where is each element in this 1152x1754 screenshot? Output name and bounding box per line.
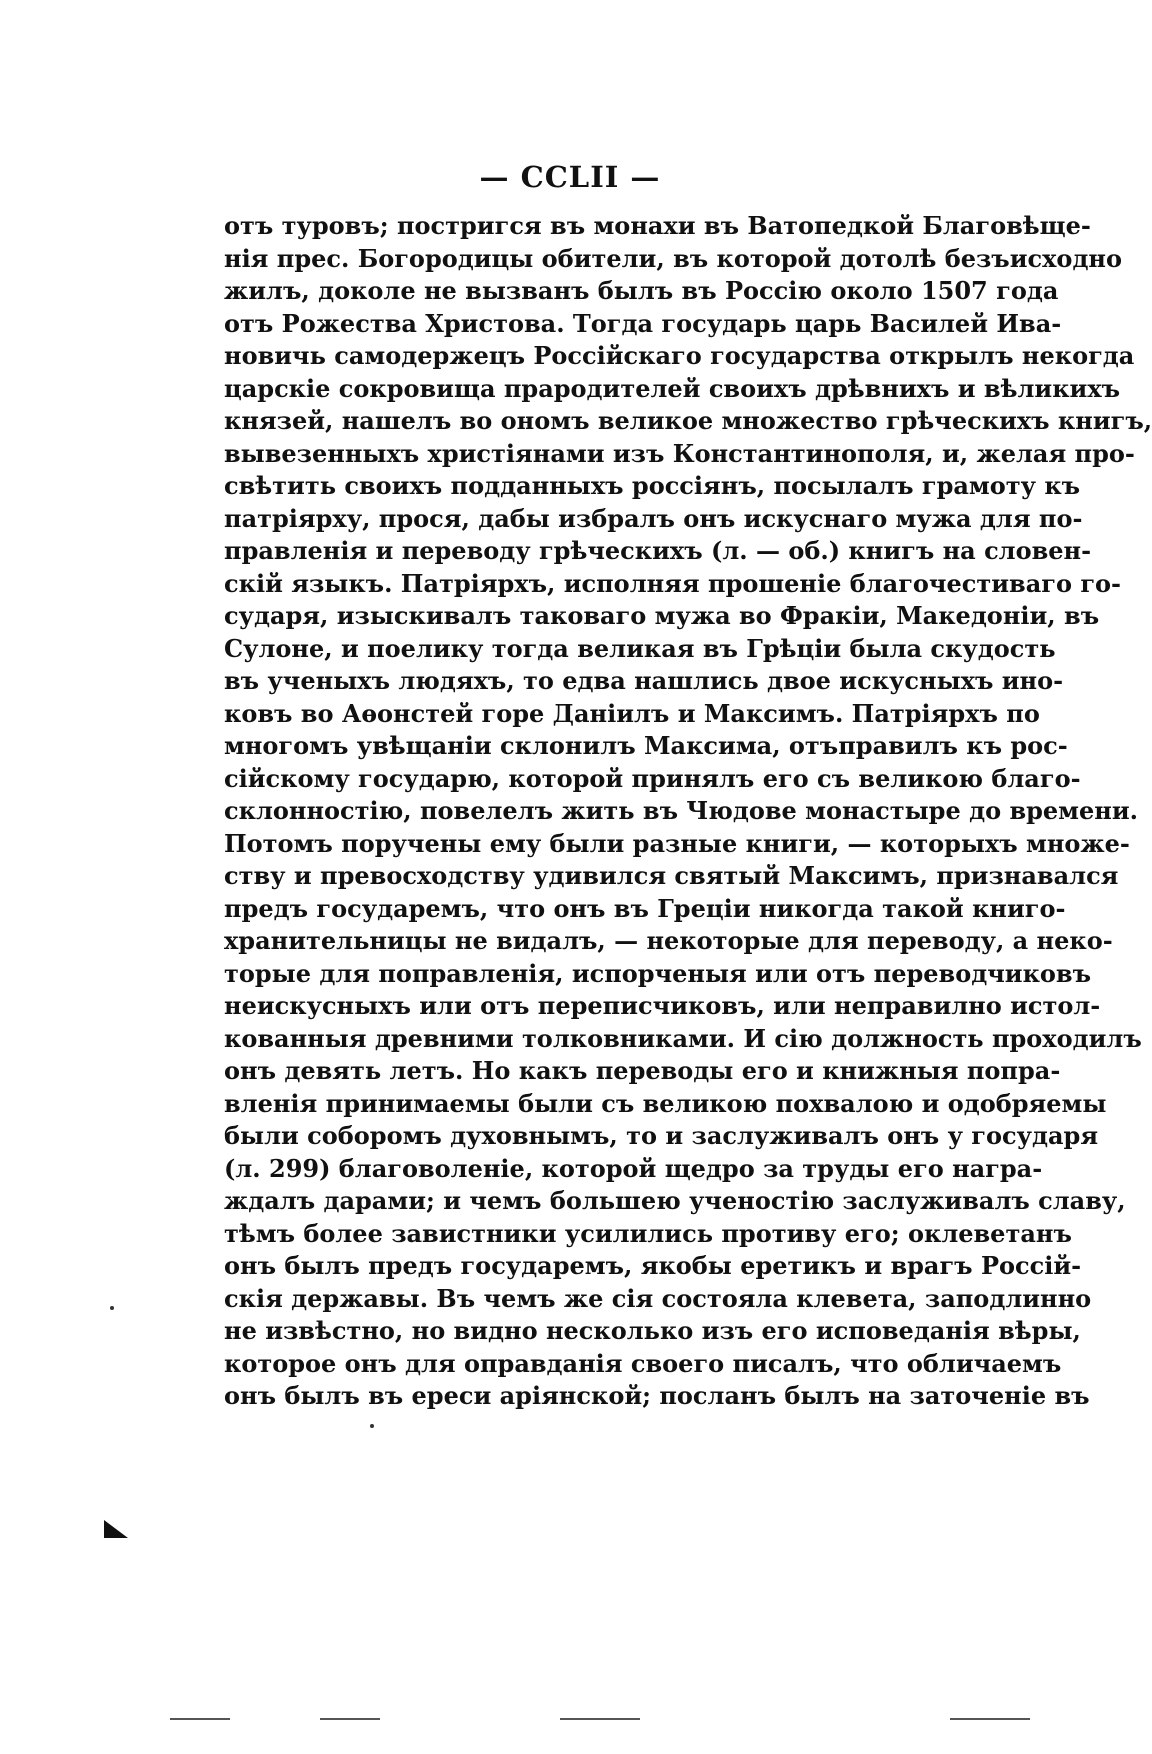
text-line-35: не извѣстно, но видно несколько изъ его исповеданія вѣры, — [224, 1316, 1081, 1345]
text-line-29: были соборомъ духовнымъ, то и заслуживалъ онъ у государя — [224, 1121, 1099, 1150]
text-line-23: хранительницы не видалъ, — некоторые для переводу, а неко- — [224, 926, 1113, 955]
text-line-8: вывезенныхъ христіянами изъ Константинополя, и, желая про- — [224, 438, 1135, 468]
scan-edge-mark — [950, 1718, 1030, 1720]
text-line-32: тѣмъ более завистники усилились противу его; оклеветанъ — [224, 1218, 1072, 1248]
text-line-21: ству и превосходству удивился святый Максимъ, признавался — [224, 861, 1119, 890]
text-line-20: Потомъ поручены ему были разные книги, — которыхъ множе- — [224, 828, 1130, 858]
text-line-6: царскіе сокровища прародителей своихъ дрѣвнихъ и вѣликихъ — [224, 373, 1121, 403]
margin-arrow-mark — [104, 1520, 128, 1538]
text-line-13: сударя, изыскивалъ таковаго мужа во Фракіи, Македоніи, въ — [224, 601, 1100, 630]
scan-speck — [370, 1424, 374, 1428]
text-line-17: многомъ увѣщаніи склонилъ Максима, отъправилъ къ рос- — [224, 731, 1068, 760]
text-line-15: въ ученыхъ людяхъ, то едва нашлись двое искусныхъ ино- — [224, 666, 1064, 695]
scan-speck — [110, 1306, 114, 1310]
text-line-37: онъ былъ въ ереси аріянской; посланъ былъ на заточеніе въ — [224, 1381, 1090, 1410]
page-number-header: — CCLII — — [479, 160, 661, 194]
text-line-1: отъ туровъ; постригся въ монахи въ Ватопедкой Благовѣще- — [224, 211, 1091, 240]
text-line-18: сійскому государю, которой принялъ его съ великою благо- — [224, 763, 1081, 793]
text-line-36: которое онъ для оправданія своего писалъ, что обличаемъ — [224, 1348, 1062, 1378]
text-line-34: скія державы. Въ чемъ же сія состояла клевета, заподлинно — [224, 1283, 1092, 1313]
text-line-24: торые для поправленія, испорченыя или отъ переводчиковъ — [224, 958, 1092, 988]
text-line-16: ковъ во Аѳонстей горе Даніилъ и Максимъ. Патріярхъ по — [224, 698, 1040, 728]
body-text — [224, 210, 1152, 1413]
text-line-31: ждалъ дарами; и чемъ большею ученостію заслуживалъ славу, — [224, 1186, 1126, 1215]
scan-edge-mark — [560, 1718, 640, 1720]
text-line-7: князей, нашелъ во ономъ великое множество грѣческихъ книгъ, — [224, 406, 1152, 435]
text-line-10: патріярху, прося, дабы избралъ онъ искуснаго мужа для по- — [224, 503, 1083, 533]
text-line-12: скій языкъ. Патріярхъ, исполняя прошеніе благочестиваго го- — [224, 568, 1122, 598]
text-line-19: склонностію, повелелъ жить въ Чюдове монастыре до времени. — [224, 796, 1139, 825]
text-line-14: Сулоне, и поелику тогда великая въ Грѣціи была скудость — [224, 633, 1056, 663]
scan-edge-mark — [170, 1718, 230, 1720]
text-line-11: правленія и переводу грѣческихъ (л. — об.) книгъ на словен- — [224, 536, 1092, 565]
text-line-2: нія прес. Богородицы обители, въ которой дотолѣ безъисходно — [224, 243, 1123, 273]
text-line-5: новичь самодержецъ Россійскаго государства открылъ некогда — [224, 341, 1135, 370]
text-line-33: онъ былъ предъ государемъ, якобы еретикъ и врагъ Россій- — [224, 1251, 1082, 1280]
text-line-3: жилъ, доколе не вызванъ былъ въ Россію около 1507 года — [224, 276, 1059, 305]
text-line-30: (л. 299) благоволеніе, которой щедро за труды его награ- — [224, 1153, 1043, 1183]
text-line-22: предъ государемъ, что онъ въ Греціи никогда такой книго- — [224, 893, 1066, 923]
text-line-28: вленія принимаемы были съ великою похвалою и одобряемы — [224, 1088, 1107, 1118]
text-line-25: неискусныхъ или отъ переписчиковъ, или неправилно истол- — [224, 991, 1101, 1020]
text-line-4: отъ Рожества Христова. Тогда государь царь Василей Ива- — [224, 308, 1062, 338]
text-line-9: свѣтить своихъ подданныхъ россіянъ, посылалъ грамоту къ — [224, 471, 1081, 500]
text-line-26: кованныя древними толковниками. И сію должность проходилъ — [224, 1023, 1142, 1053]
text-line-27: онъ девять летъ. Но какъ переводы его и книжныя попра- — [224, 1056, 1061, 1085]
scan-edge-mark — [320, 1718, 380, 1720]
